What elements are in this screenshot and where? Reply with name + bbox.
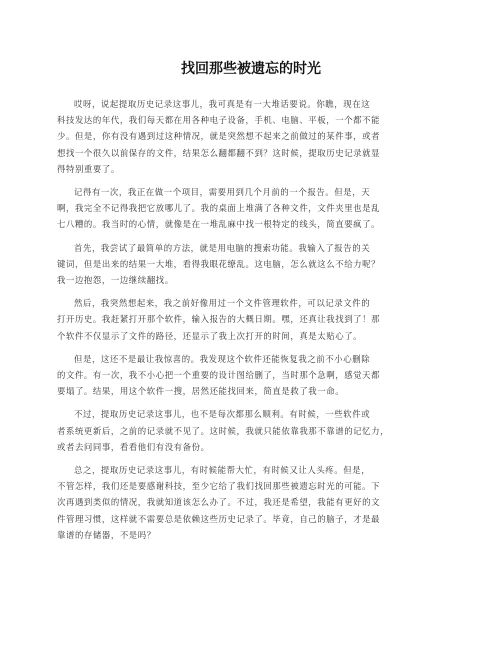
paragraph [57,462,447,543]
text-line: 的文件。有一次，我不小心把一个重要的设计图给删了，当时那个急啊，感觉天都 [57,370,381,381]
text-line: 不管怎样，我们还是要感谢科技，至少它给了我们找回那些被遗忘时光的可能。下 [57,481,381,492]
text-line: 或者去问同事，看看他们有没有备份。 [57,441,210,452]
document-title: 找回那些被遗忘的时光 [181,61,321,77]
paragraph [57,184,447,233]
paragraph [57,240,447,289]
paragraph [57,351,447,400]
text-line: 想找一个很久以前保存的文件，结果怎么翻都翻不到？这时候，提取历史记录就显 [57,147,381,158]
text-line: 七八糟的。我当时的心情，就像是在一堆乱麻中找一根特定的线头，简直要疯了。 [57,219,381,230]
text-line: 记得有一次，我正在做一个项目，需要用到几个月前的一个报告。但是，天 [74,187,371,198]
text-line: 打开历史。我赶紧打开那个软件，输入报告的大概日期。嘿，还真让我找到了！那 [57,314,381,325]
text-line: 件管理习惯，这样就不需要总是依赖这些历史记录了。毕竟，自己的脑子，才是最 [57,513,381,524]
paragraph [57,295,447,344]
text-line: 首先，我尝试了最简单的方法，就是用电脑的搜索功能。我输入了报告的关 [74,242,371,253]
text-line: 少。但是，你有没有遇到过这种情况，就是突然想不起来之前做过的某件事，或者 [57,131,381,142]
text-line: 科技发达的年代，我们每天都在用各种电子设备，手机、电脑、平板，一个都不能 [57,115,381,126]
text-line: 总之，提取历史记录这事儿，有时候能帮大忙，有时候又让人头疼。但是， [74,465,371,476]
text-line: 我一边抱怨，一边继续翻找。 [57,275,174,286]
paragraph [57,96,447,177]
text-line: 个软件不仅显示了文件的路径，还显示了我上次打开的时间，真是太贴心了。 [57,330,363,341]
text-line: 得特别重要了。 [57,163,120,174]
text-line: 键词，但是出来的结果一大堆，看得我眼花缭乱。这电脑，怎么就这么不给力呢？ [57,258,381,269]
text-line: 者系统更新后，之前的记录就不见了。这时候，我就只能依靠我那不靠谱的记忆力， [57,425,390,436]
text-line: 然后，我突然想起来，我之前好像用过一个文件管理软件，可以记录文件的 [74,298,371,309]
paragraph [57,406,447,455]
document-body [57,96,447,550]
text-line: 要塌了。结果，用这个软件一搜，居然还能找回来，简直是救了我一命。 [57,386,345,397]
text-line: 但是，这还不是最让我惊喜的。我发现这个软件还能恢复我之前不小心删除 [74,353,371,364]
text-line: 靠谱的存储器，不是吗？ [57,529,156,540]
text-line: 啊，我完全不记得我把它放哪儿了。我的桌面上堆满了各种文件，文件夹里也是乱 [57,203,381,214]
text-line: 次再遇到类似的情况，我就知道该怎么办了。不过，我还是希望，我能有更好的文 [57,497,381,508]
text-line: 哎呀，说起提取历史记录这事儿，我可真是有一大堆话要说。你瞧，现在这 [74,99,371,109]
text-line: 不过，提取历史记录这事儿，也不是每次都那么顺利。有时候，一些软件或 [74,409,371,420]
